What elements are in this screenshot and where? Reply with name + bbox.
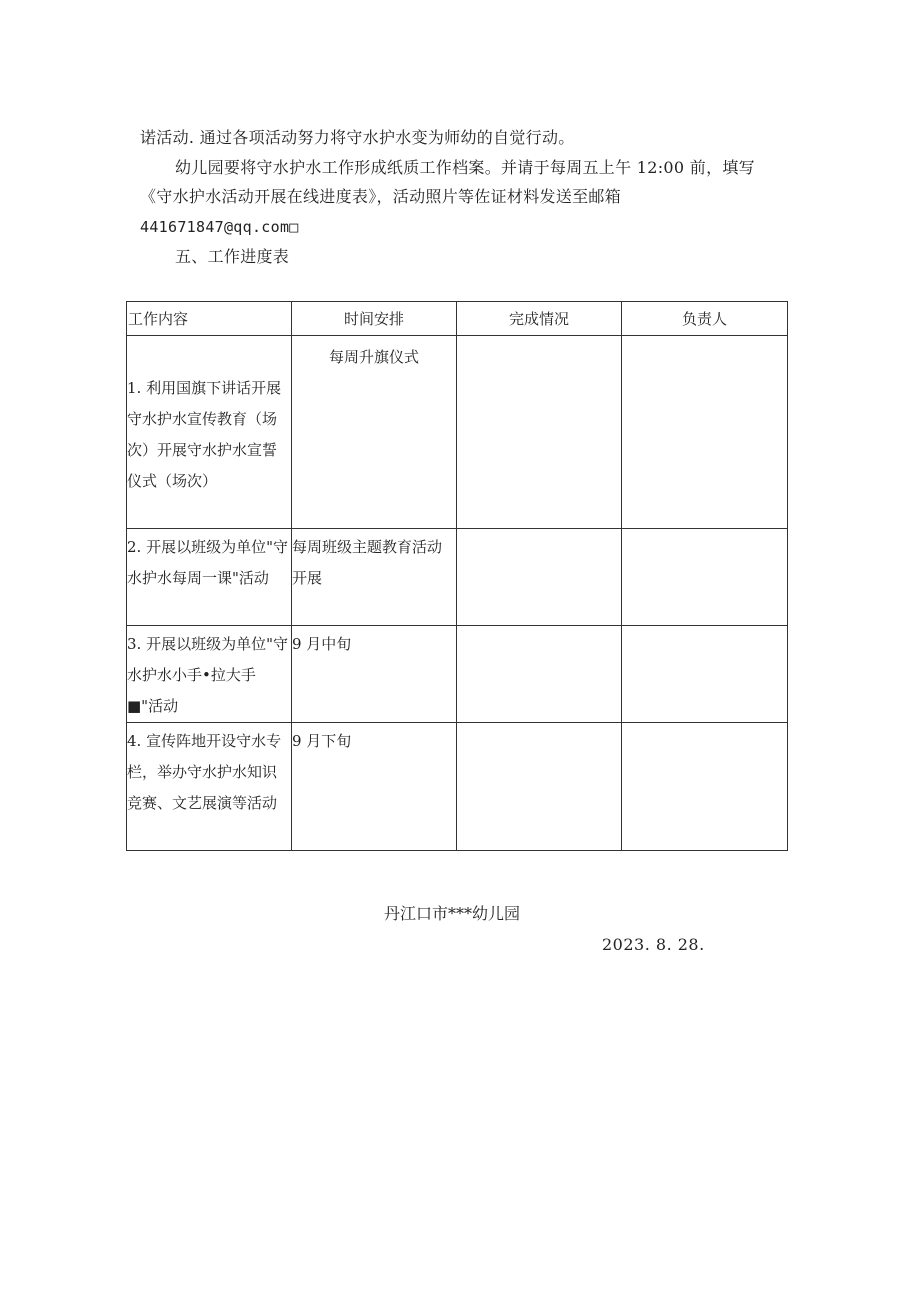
row-1-content: 1. 利用国旗下讲话开展守水护水宣传教育（场次）开展守水护水宣誓仪式（场次） [127,336,292,529]
signature-date: 2023. 8. 28. [602,935,705,954]
progress-table [126,301,788,851]
table-row [127,336,788,529]
row-2-status [457,529,622,626]
paragraph-line-3: 《守水护水活动开展在线进度表》，活动照片等佐证材料发送至邮箱 [140,187,622,206]
header-status: 完成情况 [457,302,622,336]
row-3-status [457,626,622,723]
paragraph-line-2: 幼儿园要将守水护水工作形成纸质工作档案。并请于每周五上午 12:00 前，填写 [175,158,755,177]
table-row [127,626,788,723]
row-1-owner [622,336,788,529]
signature-organization: 丹江口市***幼儿园 [384,904,521,923]
header-owner: 负责人 [622,302,788,336]
row-4-content: 4. 宣传阵地开设守水专栏，举办守水护水知识竞赛、文艺展演等活动 [127,723,292,851]
table-row [127,723,788,851]
email-address: 441671847@qq.com□ [140,218,299,236]
table-row [127,529,788,626]
row-4-status [457,723,622,851]
row-2-owner [622,529,788,626]
row-3-owner [622,626,788,723]
row-1-time: 每周升旗仪式 [292,336,457,529]
header-content: 工作内容 [127,302,292,336]
row-1-status [457,336,622,529]
row-3-content: 3. 开展以班级为单位"守水护水小手•拉大手■"活动 [127,626,292,723]
row-3-time: 9 月中旬 [292,626,457,723]
section-heading: 五、工作进度表 [175,247,290,266]
paragraph-line-1: 诺活动. 通过各项活动努力将守水护水变为师幼的自觉行动。 [140,128,575,147]
row-4-owner [622,723,788,851]
row-2-content: 2. 开展以班级为单位"守水护水每周一课"活动 [127,529,292,626]
table-header-row [127,302,788,336]
row-4-time: 9 月下旬 [292,723,457,851]
row-2-time: 每周班级主题教育活动开展 [292,529,457,626]
header-time: 时间安排 [292,302,457,336]
